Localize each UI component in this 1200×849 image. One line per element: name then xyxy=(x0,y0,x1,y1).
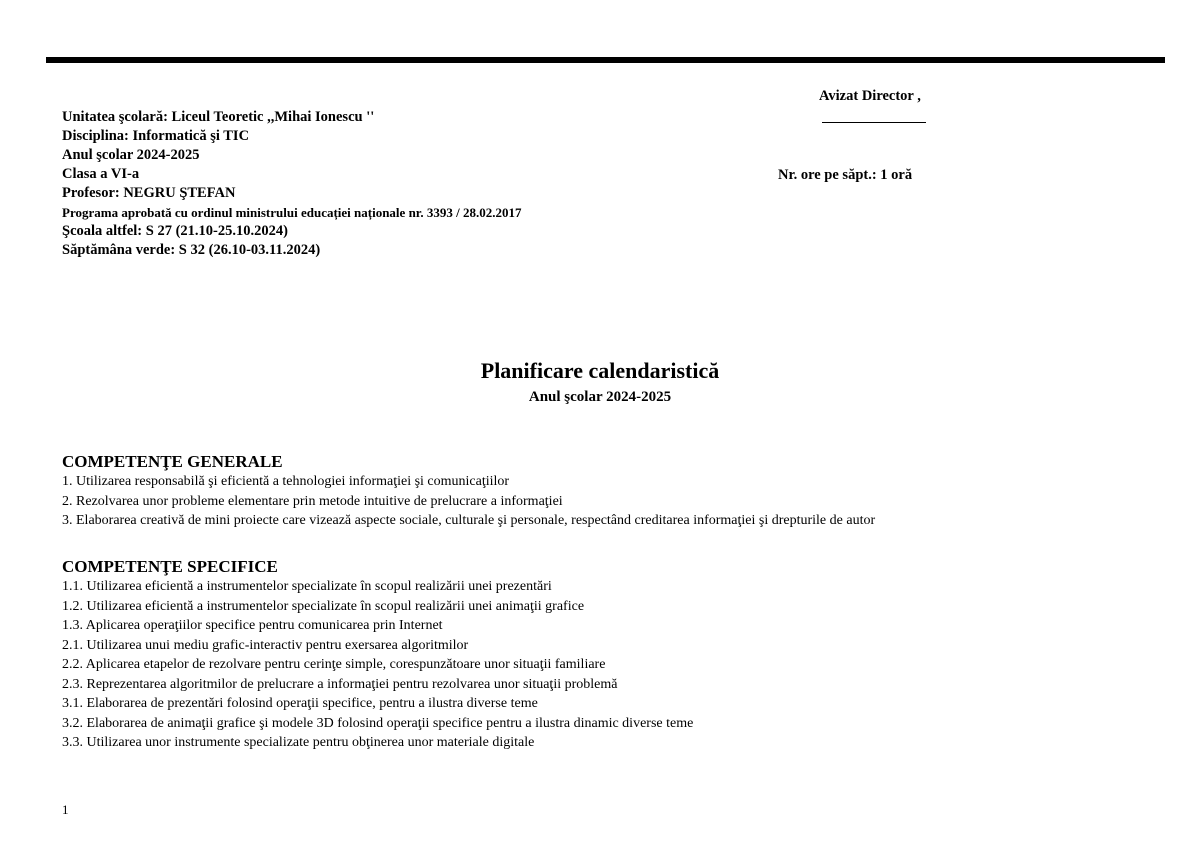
school-unit: Unitatea şcolară: Liceul Teoretic ,,Mihai Ionescu '' xyxy=(62,109,375,125)
curriculum-order: Programa aprobată cu ordinul ministrului educației naționale nr. 3393 / 28.02.2017 xyxy=(62,205,522,220)
teacher: Profesor: NEGRU ŞTEFAN xyxy=(62,185,236,201)
document-header xyxy=(62,108,521,260)
list-item: 2.3. Reprezentarea algoritmilor de prelucrare a informaţiei pentru rezolvarea unor situaţii problemă xyxy=(62,676,618,692)
list-item: 1.1. Utilizarea eficientă a instrumentelor specializate în scopul realizării unei prezentări xyxy=(62,579,552,594)
specific-competences-section xyxy=(62,557,693,753)
hours-per-week: Nr. ore pe săpt.: 1 oră xyxy=(778,167,913,183)
list-item: 3. Elaborarea creativă de mini proiecte care vizează aspecte sociale, culturale şi personale, respectând creditarea informaţiei şi drepturile de autor xyxy=(62,513,876,528)
list-item: 1.3. Aplicarea operaţiilor specifice pentru comunicarea prin Internet xyxy=(62,618,443,633)
signature-line xyxy=(822,122,926,123)
list-item: 2. Rezolvarea unor probleme elementare prin metode intuitive de prelucrare a informaţiei xyxy=(62,493,563,509)
list-item: 3.3. Utilizarea unor instrumente specializate pentru obţinerea unor materiale digitale xyxy=(62,735,535,750)
green-week: Săptămâna verde: S 32 (26.10-03.11.2024) xyxy=(62,242,321,258)
page-number: 1 xyxy=(62,802,69,817)
specific-competences-heading: COMPETENŢE SPECIFICE xyxy=(62,557,278,576)
director-approval: Avizat Director , xyxy=(819,88,921,104)
general-competences-section xyxy=(62,452,875,531)
list-item: 2.2. Aplicarea etapelor de rezolvare pentru cerinţe simple, corespunzătoare unor situaţii familiare xyxy=(62,657,606,672)
list-item: 3.2. Elaborarea de animaţii grafice şi modele 3D folosind operaţii specifice pentru a ilustra dinamic diverse teme xyxy=(62,715,694,731)
page-subtitle: Anul şcolar 2024-2025 xyxy=(528,389,672,405)
page-title: Planificare calendaristică xyxy=(480,358,720,383)
list-item: 1.2. Utilizarea eficientă a instrumentelor specializate în scopul realizării unei animaţii grafice xyxy=(62,598,585,614)
list-item: 3.1. Elaborarea de prezentări folosind operaţii specifice, pentru a ilustra diverse teme xyxy=(62,696,538,711)
list-item: 2.1. Utilizarea unui mediu grafic-interactiv pentru exersarea algoritmilor xyxy=(62,637,469,653)
list-item: 1. Utilizarea responsabilă şi eficientă a tehnologiei informaţiei şi comunicaţiilor xyxy=(62,474,510,489)
class: Clasa a VI-a xyxy=(62,166,140,182)
school-different-week: Şcoala altfel: S 27 (21.10-25.10.2024) xyxy=(62,223,288,239)
general-competences-heading: COMPETENŢE GENERALE xyxy=(62,452,283,471)
discipline: Disciplina: Informatică şi TIC xyxy=(62,128,250,144)
school-year: Anul şcolar 2024-2025 xyxy=(62,147,200,163)
top-rule xyxy=(46,57,1165,63)
